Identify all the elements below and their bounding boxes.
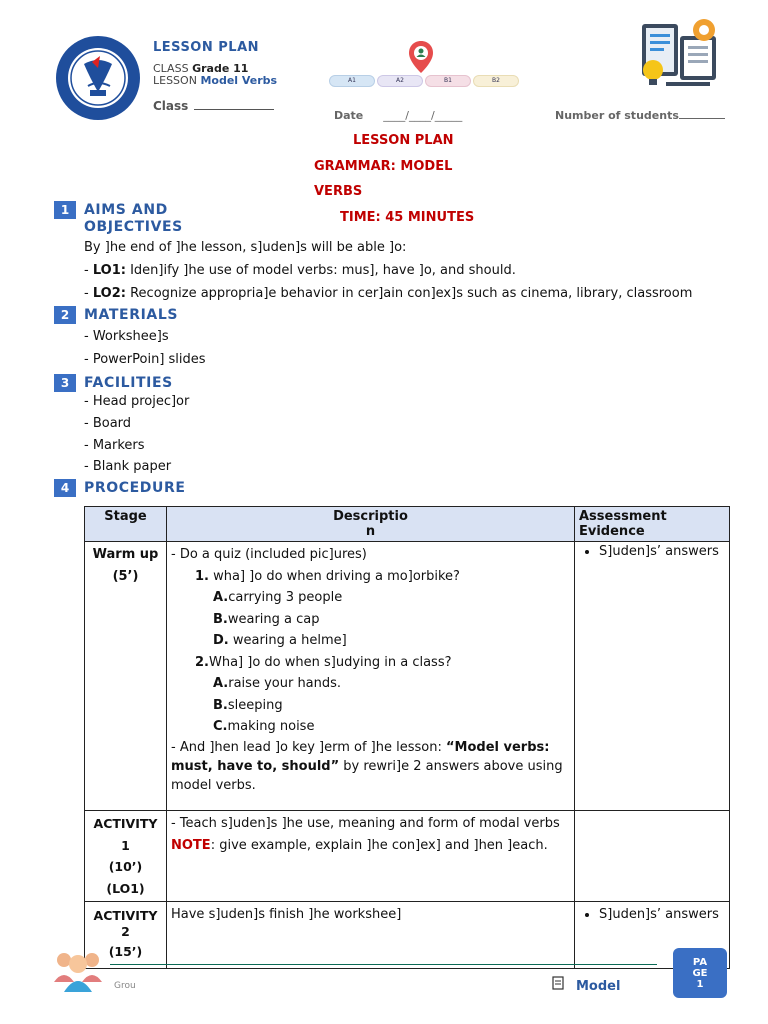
section-number-4: 4	[54, 479, 76, 497]
facilities-item: - Board	[84, 416, 132, 431]
stage-activity-1-lo: (LO1)	[106, 880, 145, 896]
header-lesson-line	[153, 74, 277, 87]
lo2-text: Recognize appropria]e behavior in cer]ain con]ex]s such as cinema, library, classroom	[130, 286, 693, 301]
page-number-badge	[673, 948, 727, 998]
activity-2-description	[167, 902, 575, 969]
lead-pre: - And ]hen lead ]o key ]erm of ]he lesson:	[171, 739, 446, 755]
option-letter: A.	[213, 590, 229, 605]
stage-warmup-name: Warm up	[92, 547, 159, 562]
activity-1-note	[171, 835, 570, 857]
option-text: carrying 3 people	[228, 590, 343, 605]
section-title-aims-line2: OBJECTIVES	[84, 219, 183, 235]
stage-activity-2-name-line1: ACTIVITY	[93, 908, 158, 923]
section-title-procedure: PROCEDURE	[84, 480, 186, 496]
stage-activity-2-name-line2: 2	[121, 924, 130, 939]
class-field-label: Class	[153, 99, 189, 113]
section-title-facilities: FACILITIES	[84, 375, 173, 391]
section-title-aims-line1: AIMS AND	[84, 202, 168, 218]
header-assessment-line1: Assessment	[579, 509, 667, 524]
level-b1: B1	[425, 75, 471, 87]
warmup-description	[167, 542, 575, 811]
option-letter: C.	[213, 719, 228, 734]
activity-1-assessment	[575, 811, 730, 902]
materials-item-label: PowerPoin] slides	[92, 352, 206, 367]
table-row	[85, 542, 730, 811]
grammar-heading-line1: GRAMMAR: MODEL	[314, 159, 453, 174]
q2-option-c	[171, 716, 570, 738]
class-value: Grade 11	[192, 62, 249, 75]
lo1-label: LO1:	[92, 263, 126, 278]
assessment-item: • S]uden]s’ answers	[599, 904, 725, 925]
page-label-line2: GE	[692, 968, 708, 979]
warmup-lead-in	[171, 738, 570, 795]
option-text: wearing a cap	[227, 611, 320, 627]
materials-item: - Workshee]s	[84, 329, 169, 344]
level-bar	[329, 75, 519, 87]
level-a2: A2	[377, 75, 423, 87]
activity-1-description	[167, 811, 575, 902]
q1-option-b	[171, 609, 570, 631]
option-letter: B.	[213, 697, 228, 713]
date-field	[334, 109, 462, 122]
option-letter: D.	[213, 633, 229, 648]
section-number-2: 2	[54, 306, 76, 324]
facilities-item: - Blank paper	[84, 459, 172, 474]
footer-model-text: Model	[576, 979, 621, 994]
option-text: making noise	[227, 719, 315, 734]
lesson-label: LESSON	[153, 74, 197, 87]
document-icon	[552, 976, 564, 990]
university-logo	[54, 34, 142, 122]
time-heading: TIME: 45 MINUTES	[340, 210, 475, 225]
q1-number: 1.	[195, 568, 209, 584]
lesson-plan-heading: LESSON PLAN	[353, 133, 454, 148]
table-row	[85, 902, 730, 969]
group-people-icon	[52, 948, 104, 992]
stage-activity-1-time: (10’)	[108, 859, 143, 874]
aims-intro: By ]he end of ]he lesson, s]uden]s will be able ]o:	[84, 240, 407, 255]
facilities-item-label: Markers	[92, 438, 145, 453]
class-label: CLASS	[153, 62, 189, 75]
activity-2-text: Have s]uden]s finish ]he workshee]	[171, 907, 402, 922]
header-description-line1: Descriptio	[333, 509, 408, 524]
q2-text: Wha] ]o do when s]udying in a class?	[208, 654, 452, 670]
materials-item: - PowerPoin] slides	[84, 352, 206, 367]
q1-option-a	[171, 587, 570, 609]
note-text: : give example, explain ]he con]ex] and ]hen ]each.	[210, 837, 548, 853]
q2-number: 2.	[195, 654, 209, 670]
footer-group-text: Grou	[114, 981, 136, 991]
lesson-value: Model Verbs	[200, 74, 278, 87]
lo2-label: LO2:	[92, 286, 126, 301]
lead-key-term: “Model verbs: must, have to, should”	[171, 739, 550, 774]
q2-option-b	[171, 695, 570, 717]
page-number: 1	[696, 979, 704, 990]
option-text: sleeping	[227, 697, 283, 713]
header-assessment	[575, 507, 730, 542]
facilities-item: - Head projec]or	[84, 394, 190, 409]
q2-option-a	[171, 673, 570, 695]
facilities-item-label: Head projec]or	[92, 394, 190, 409]
lo1-text: Iden]ify ]he use of model verbs: mus], have ]o, and should.	[130, 263, 516, 278]
header-description-line2: n	[365, 524, 376, 539]
warmup-intro: - Do a quiz (included pic]ures)	[171, 547, 367, 562]
location-pin-icon	[408, 40, 434, 74]
option-letter: A.	[213, 676, 229, 691]
header-description	[167, 507, 575, 542]
section-number-3: 3	[54, 374, 76, 392]
materials-item-label: Workshee]s	[92, 329, 169, 344]
students-label: Number of students	[555, 109, 679, 122]
section-number-1: 1	[54, 201, 76, 219]
facilities-item-label: Blank paper	[92, 459, 172, 474]
procedure-table	[84, 506, 730, 969]
facilities-item: - Markers	[84, 438, 145, 453]
table-header-row	[85, 507, 730, 542]
table-row	[85, 811, 730, 902]
warmup-assessment	[575, 542, 730, 811]
q1-text: wha] ]o do when driving a mo]orbike?	[213, 568, 460, 584]
objective-lo1: - LO1: Iden]ify ]he use of model verbs: mus], have ]o, and should.	[84, 263, 516, 278]
class-field-blank	[194, 99, 274, 110]
warmup-assessment-list	[579, 544, 725, 559]
note-label: NOTE	[171, 837, 211, 853]
activity-1-text: - Teach s]uden]s ]he use, meaning and form of modal verbs	[171, 816, 560, 831]
section-title-materials: MATERIALS	[84, 307, 179, 323]
assessment-item: • S]uden]s’ answers	[599, 544, 725, 559]
header-assessment-line2: Evidence	[579, 524, 645, 539]
option-letter: B.	[213, 611, 228, 627]
stage-warmup-time: (5’)	[112, 568, 139, 584]
activity-2-assessment-list	[579, 904, 725, 925]
quiz-question-2	[171, 652, 570, 674]
students-blank	[679, 109, 725, 119]
facilities-item-label: Board	[92, 416, 132, 431]
quiz-question-1	[171, 566, 570, 588]
grammar-heading-line2: VERBS	[314, 184, 363, 199]
stage-warmup	[85, 542, 167, 811]
date-label: Date	[334, 109, 364, 122]
objective-lo2: - LO2: Recognize appropria]e behavior in cer]ain con]ex]s such as cinema, library, classroom	[84, 286, 693, 301]
q1-option-d	[171, 630, 570, 652]
stage-activity-1	[85, 811, 167, 902]
lead-post: by rewri]e 2 answers above using model verbs.	[171, 758, 563, 793]
level-b2: B2	[473, 75, 519, 87]
option-text: wearing a helme]	[228, 633, 347, 648]
book-gear-lightbulb-icon	[638, 16, 722, 90]
students-field	[555, 109, 725, 122]
page-label-line1: PA	[692, 957, 708, 968]
footer-divider	[110, 964, 657, 965]
header-stage: Stage	[85, 507, 167, 542]
stage-activity-1-name: ACTIVITY 1	[93, 816, 158, 853]
date-blank: ____/____/_____	[383, 109, 463, 122]
class-field	[153, 99, 274, 113]
stage-activity-2-time: (15’)	[108, 944, 143, 959]
header-title: LESSON PLAN	[153, 40, 260, 55]
option-text: raise your hands.	[228, 676, 342, 691]
section-title-aims	[84, 202, 183, 236]
level-a1: A1	[329, 75, 375, 87]
